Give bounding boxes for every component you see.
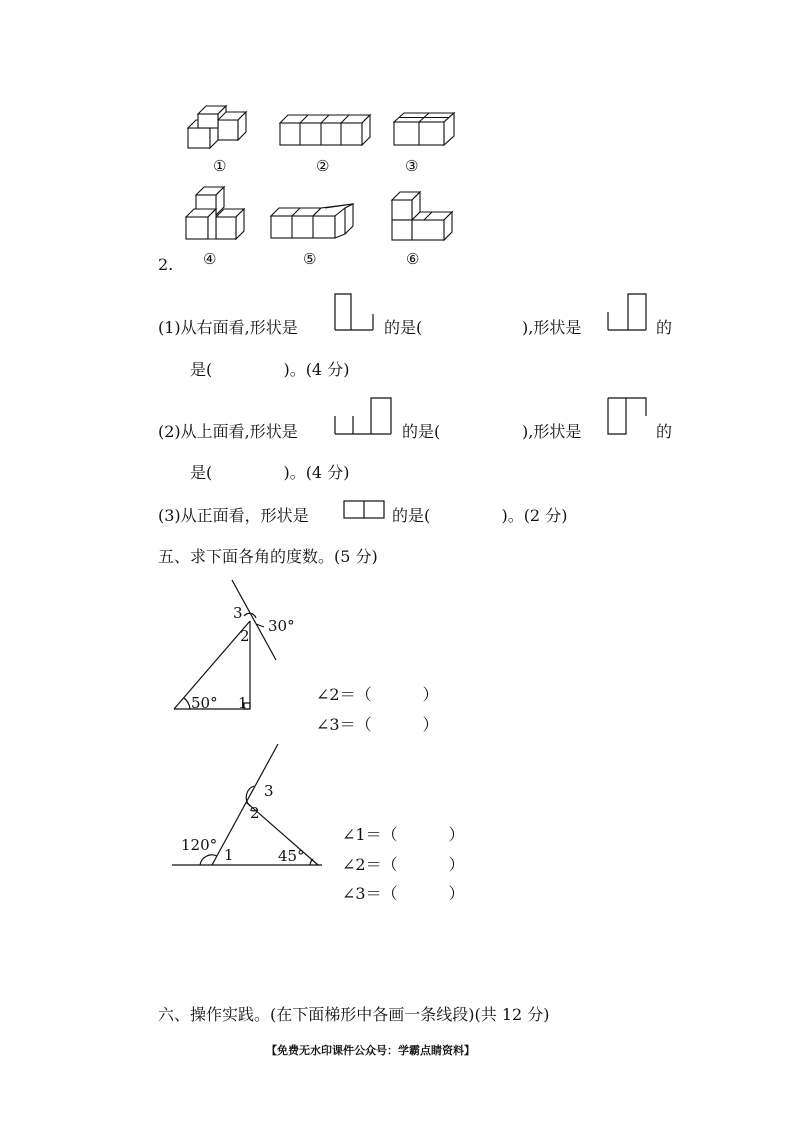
problem-number: 2. (158, 255, 174, 274)
fig2-label-2: 2 (250, 804, 260, 822)
top-view-shape-1 (333, 396, 393, 436)
fig2-answer-angle2: ∠2＝（ ） (342, 855, 465, 874)
cube-figure-4 (182, 185, 248, 243)
fig1-label-2: 2 (240, 627, 250, 645)
fig2-label-3: 3 (264, 782, 274, 800)
fig1-label-30: 30° (268, 617, 295, 635)
fig1-label-50: 50° (191, 694, 218, 712)
fig2-answer-angle1: ∠1＝（ ） (342, 825, 465, 844)
right-view-shape-1 (333, 292, 375, 332)
q1-text-d: 的 (656, 318, 673, 337)
q3-text-b: 的是( )。(2 分) (392, 506, 568, 525)
cube-figure-3 (392, 110, 457, 150)
cube-figure-2 (278, 113, 373, 149)
q3-text-a: (3)从正面看，形状是 (158, 506, 309, 525)
section6-title: 六、操作实践。(在下面梯形中各画一条线段)(共 12 分) (158, 1005, 550, 1024)
cube-figure-1 (180, 100, 250, 152)
figure-label-4: ④ (203, 250, 217, 268)
q2-text-b: 的是( (402, 422, 441, 441)
cube-figure-6 (388, 190, 456, 244)
front-view-shape (343, 500, 385, 520)
fig2-answer-angle3: ∠3＝（ ） (342, 884, 465, 903)
q1-text-b: 的是( (384, 318, 423, 337)
top-view-shape-2 (606, 396, 648, 438)
fig1-answer-angle2: ∠2＝（ ） (316, 685, 439, 704)
q1-line2: 是( )。(4 分) (190, 360, 350, 379)
figure-label-1: ① (213, 157, 227, 175)
angle-figure-1 (168, 578, 308, 713)
fig1-label-1: 1 (238, 694, 248, 712)
figure-label-6: ⑥ (406, 250, 420, 268)
section5-title: 五、求下面各角的度数。(5 分) (158, 547, 378, 566)
fig2-label-120: 120° (181, 836, 218, 854)
q1-text-c: ),形状是 (522, 318, 582, 337)
fig1-label-3: 3 (233, 604, 243, 622)
footer-note: 【免费无水印课件公众号：学霸点睛资料】 (266, 1044, 475, 1057)
fig1-answer-angle3: ∠3＝（ ） (316, 715, 439, 734)
figure-label-3: ③ (405, 157, 419, 175)
fig2-label-1: 1 (224, 846, 234, 864)
fig2-label-45: 45° (278, 847, 305, 865)
q2-text-d: 的 (656, 422, 673, 441)
cube-figure-5 (269, 202, 357, 242)
q1-text-a: (1)从右面看,形状是 (158, 318, 298, 337)
q2-line2: 是( )。(4 分) (190, 463, 350, 482)
q2-text-c: ),形状是 (522, 422, 582, 441)
figure-label-2: ② (316, 157, 330, 175)
figure-label-5: ⑤ (303, 250, 317, 268)
right-view-shape-2 (606, 292, 648, 332)
q2-text-a: (2)从上面看,形状是 (158, 422, 298, 441)
